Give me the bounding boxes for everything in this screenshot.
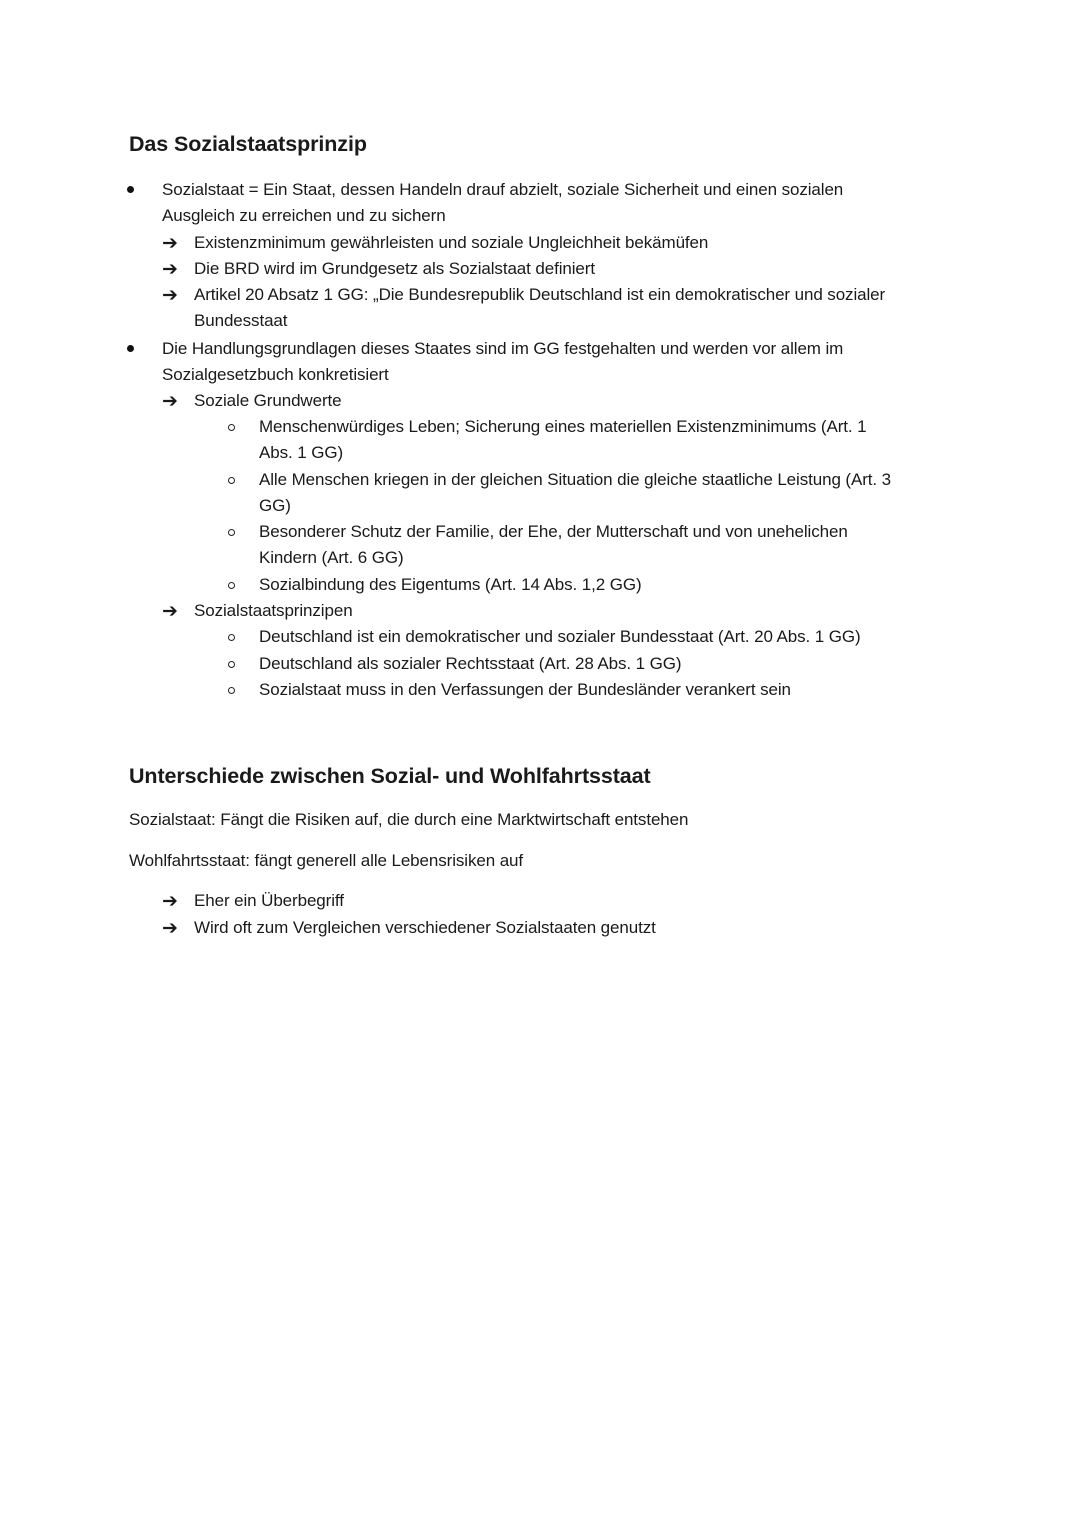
arrow-right-icon: ➔ bbox=[162, 390, 178, 412]
sub-item-text: Sozialbindung des Eigentums (Art. 14 Abs. 1,2 GG) bbox=[259, 575, 642, 594]
sub-item-text: Abs. 1 GG) bbox=[259, 443, 344, 462]
paragraph-wohlfahrtsstaat: Wohlfahrtsstaat: fängt generell alle Lebensrisiken auf bbox=[129, 851, 524, 870]
arrow-right-icon: ➔ bbox=[162, 284, 178, 306]
section-heading-unterschiede: Unterschiede zwischen Sozial- und Wohlfahrtsstaat bbox=[129, 764, 651, 788]
circle-bullet-icon bbox=[227, 572, 239, 598]
sub-item-text: Deutschland als sozialer Rechtsstaat (Art. 28 Abs. 1 GG) bbox=[259, 654, 682, 673]
circle-bullet-icon bbox=[227, 677, 239, 703]
section-heading-sozialstaatsprinzip: Das Sozialstaatsprinzip bbox=[129, 132, 367, 156]
bullet-icon bbox=[126, 177, 136, 203]
circle-bullet-icon bbox=[227, 467, 239, 493]
arrow-right-icon: ➔ bbox=[162, 600, 178, 622]
bullet-text-line: Ausgleich zu erreichen und zu sichern bbox=[162, 206, 446, 225]
circle-bullet-icon bbox=[227, 414, 239, 440]
arrow-item-text: Existenzminimum gewährleisten und soziale Ungleichheit bekämüfen bbox=[194, 233, 709, 252]
sub-item-text: Kindern (Art. 6 GG) bbox=[259, 548, 404, 567]
arrow-right-icon: ➔ bbox=[162, 258, 178, 280]
arrow-item-text: Wird oft zum Vergleichen verschiedener Sozialstaaten genutzt bbox=[194, 918, 656, 937]
arrow-item-text: Artikel 20 Absatz 1 GG: „Die Bundesrepublik Deutschland ist ein demokratischer und sozialer bbox=[194, 285, 886, 304]
bullet-icon bbox=[126, 336, 136, 362]
sub-item-text: Deutschland ist ein demokratischer und sozialer Bundesstaat (Art. 20 Abs. 1 GG) bbox=[259, 627, 861, 646]
circle-bullet-icon bbox=[227, 519, 239, 545]
paragraph-sozialstaat: Sozialstaat: Fängt die Risiken auf, die durch eine Marktwirtschaft entstehen bbox=[129, 810, 689, 829]
arrow-item-text: Eher ein Überbegriff bbox=[194, 891, 344, 910]
arrow-right-icon: ➔ bbox=[162, 232, 178, 254]
circle-bullet-icon bbox=[227, 624, 239, 650]
bullet-text-line: Sozialstaat = Ein Staat, dessen Handeln drauf abzielt, soziale Sicherheit und einen sozialen bbox=[162, 180, 844, 199]
arrow-item-text: Die BRD wird im Grundgesetz als Sozialstaat definiert bbox=[194, 259, 595, 278]
sub-item-text: GG) bbox=[259, 496, 291, 515]
bullet-text-line: Sozialgesetzbuch konkretisiert bbox=[162, 365, 389, 384]
sub-item-text: Besonderer Schutz der Familie, der Ehe, der Mutterschaft und von unehelichen bbox=[259, 522, 848, 541]
sub-item-text: Alle Menschen kriegen in der gleichen Situation die gleiche staatliche Leistung (Art. 3 bbox=[259, 470, 892, 489]
circle-bullet-icon bbox=[227, 651, 239, 677]
arrow-item-text: Bundesstaat bbox=[194, 311, 288, 330]
sub-item-text: Menschenwürdiges Leben; Sicherung eines materiellen Existenzminimums (Art. 1 bbox=[259, 417, 867, 436]
sub-item-text: Sozialstaat muss in den Verfassungen der Bundesländer verankert sein bbox=[259, 680, 791, 699]
arrow-item-text: Soziale Grundwerte bbox=[194, 391, 342, 410]
arrow-right-icon: ➔ bbox=[162, 890, 178, 912]
arrow-item-text: Sozialstaatsprinzipen bbox=[194, 601, 353, 620]
arrow-right-icon: ➔ bbox=[162, 917, 178, 939]
bullet-text-line: Die Handlungsgrundlagen dieses Staates sind im GG festgehalten und werden vor allem im bbox=[162, 339, 844, 358]
